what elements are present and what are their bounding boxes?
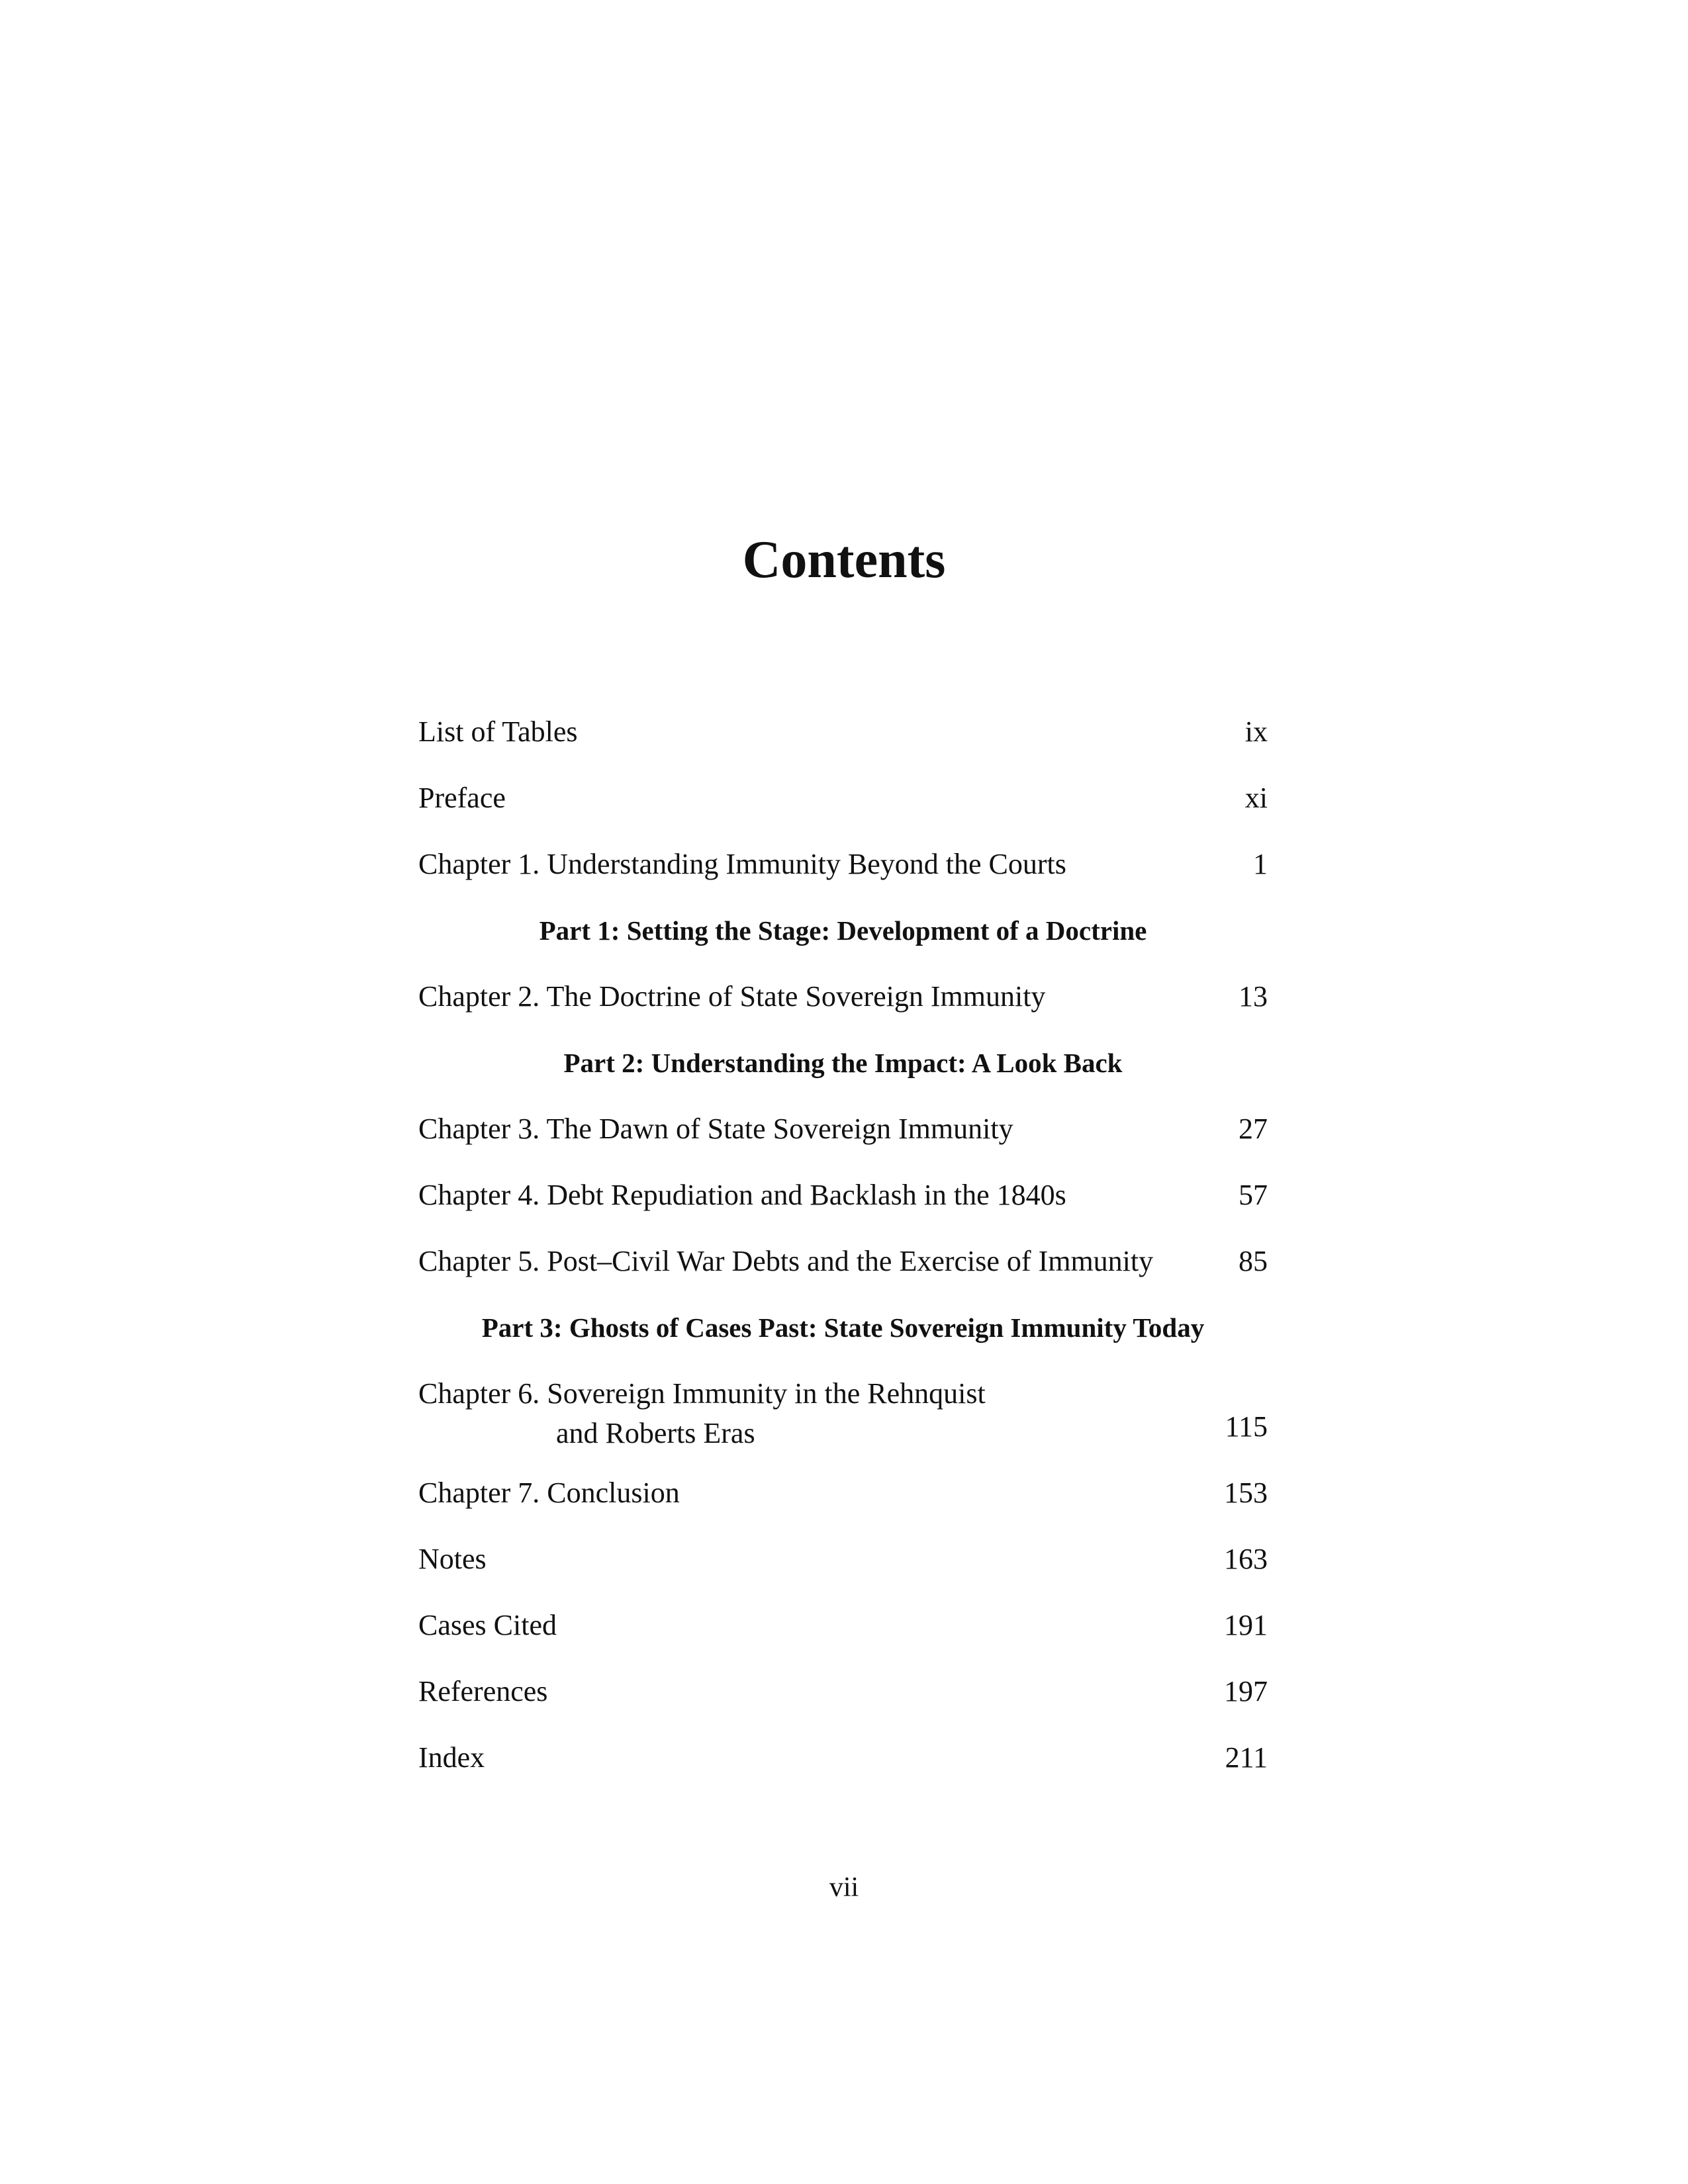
- toc-entry-label: Chapter 1. Understanding Immunity Beyond the Courts: [418, 848, 1066, 880]
- toc-entry-chapter-7[interactable]: [418, 1473, 1268, 1539]
- toc-entry-label: List of Tables: [418, 715, 578, 748]
- toc-part-heading-2: Part 2: Understanding the Impact: A Look Back: [563, 1048, 1123, 1078]
- toc-entry-list-of-tables[interactable]: [418, 712, 1268, 778]
- toc-entry-chapter-6[interactable]: [418, 1374, 1268, 1473]
- toc-part-heading-3: Part 3: Ghosts of Cases Past: State Sovereign Immunity Today: [481, 1312, 1205, 1343]
- toc-entry-page: 191: [1224, 1609, 1268, 1641]
- table-of-contents: [418, 712, 1268, 1804]
- toc-entry-label: Chapter 5. Post–Civil War Debts and the Exercise of Immunity: [418, 1245, 1154, 1277]
- toc-entry-references[interactable]: [418, 1672, 1268, 1738]
- toc-entry-chapter-3[interactable]: [418, 1109, 1268, 1175]
- page-number: vii: [829, 1872, 859, 1903]
- toc-entry-label: Index: [418, 1741, 485, 1774]
- toc-entry-page: 57: [1239, 1179, 1268, 1211]
- toc-entry-label-continuation: and Roberts Eras: [556, 1417, 755, 1449]
- toc-entry-cases-cited[interactable]: [418, 1606, 1268, 1672]
- toc-entry-page: 1: [1253, 848, 1268, 880]
- toc-entry-page: 115: [1225, 1410, 1268, 1443]
- toc-entry-label: Chapter 4. Debt Repudiation and Backlash in the 1840s: [418, 1179, 1066, 1211]
- toc-entry-notes[interactable]: [418, 1539, 1268, 1606]
- toc-entry-label: References: [418, 1675, 548, 1707]
- page-title: Contents: [742, 531, 946, 589]
- toc-entry-label: Chapter 7. Conclusion: [418, 1477, 680, 1509]
- toc-entry-preface[interactable]: [418, 778, 1268, 844]
- toc-entry-page: 27: [1239, 1113, 1268, 1145]
- toc-entry-label: Chapter 2. The Doctrine of State Sovereign Immunity: [418, 980, 1046, 1013]
- toc-entry-page: 163: [1224, 1543, 1268, 1575]
- toc-entry-label: Notes: [418, 1543, 487, 1575]
- toc-entry-page: xi: [1244, 782, 1268, 814]
- toc-entry-page: ix: [1244, 715, 1268, 748]
- toc-entry-page: 211: [1225, 1741, 1268, 1774]
- toc-entry-chapter-1[interactable]: [418, 844, 1268, 911]
- toc-entry-label-block: [418, 1374, 1180, 1453]
- toc-entry-chapter-4[interactable]: [418, 1175, 1268, 1242]
- toc-part-heading-1: Part 1: Setting the Stage: Development of a Doctrine: [539, 915, 1147, 946]
- toc-entry-label: Chapter 3. The Dawn of State Sovereign Immunity: [418, 1113, 1013, 1145]
- toc-entry-index[interactable]: [418, 1738, 1268, 1804]
- toc-entry-page: 153: [1224, 1477, 1268, 1509]
- toc-entry-label: Chapter 6. Sovereign Immunity in the Rehnquist: [418, 1377, 986, 1410]
- toc-entry-page: 85: [1239, 1245, 1268, 1277]
- toc-entry-page: 197: [1224, 1675, 1268, 1707]
- toc-entry-label: Cases Cited: [418, 1609, 557, 1641]
- toc-entry-label: Preface: [418, 782, 506, 814]
- toc-entry-chapter-5[interactable]: [418, 1242, 1268, 1308]
- toc-entry-chapter-2[interactable]: [418, 977, 1268, 1043]
- toc-entry-page: 13: [1239, 980, 1268, 1013]
